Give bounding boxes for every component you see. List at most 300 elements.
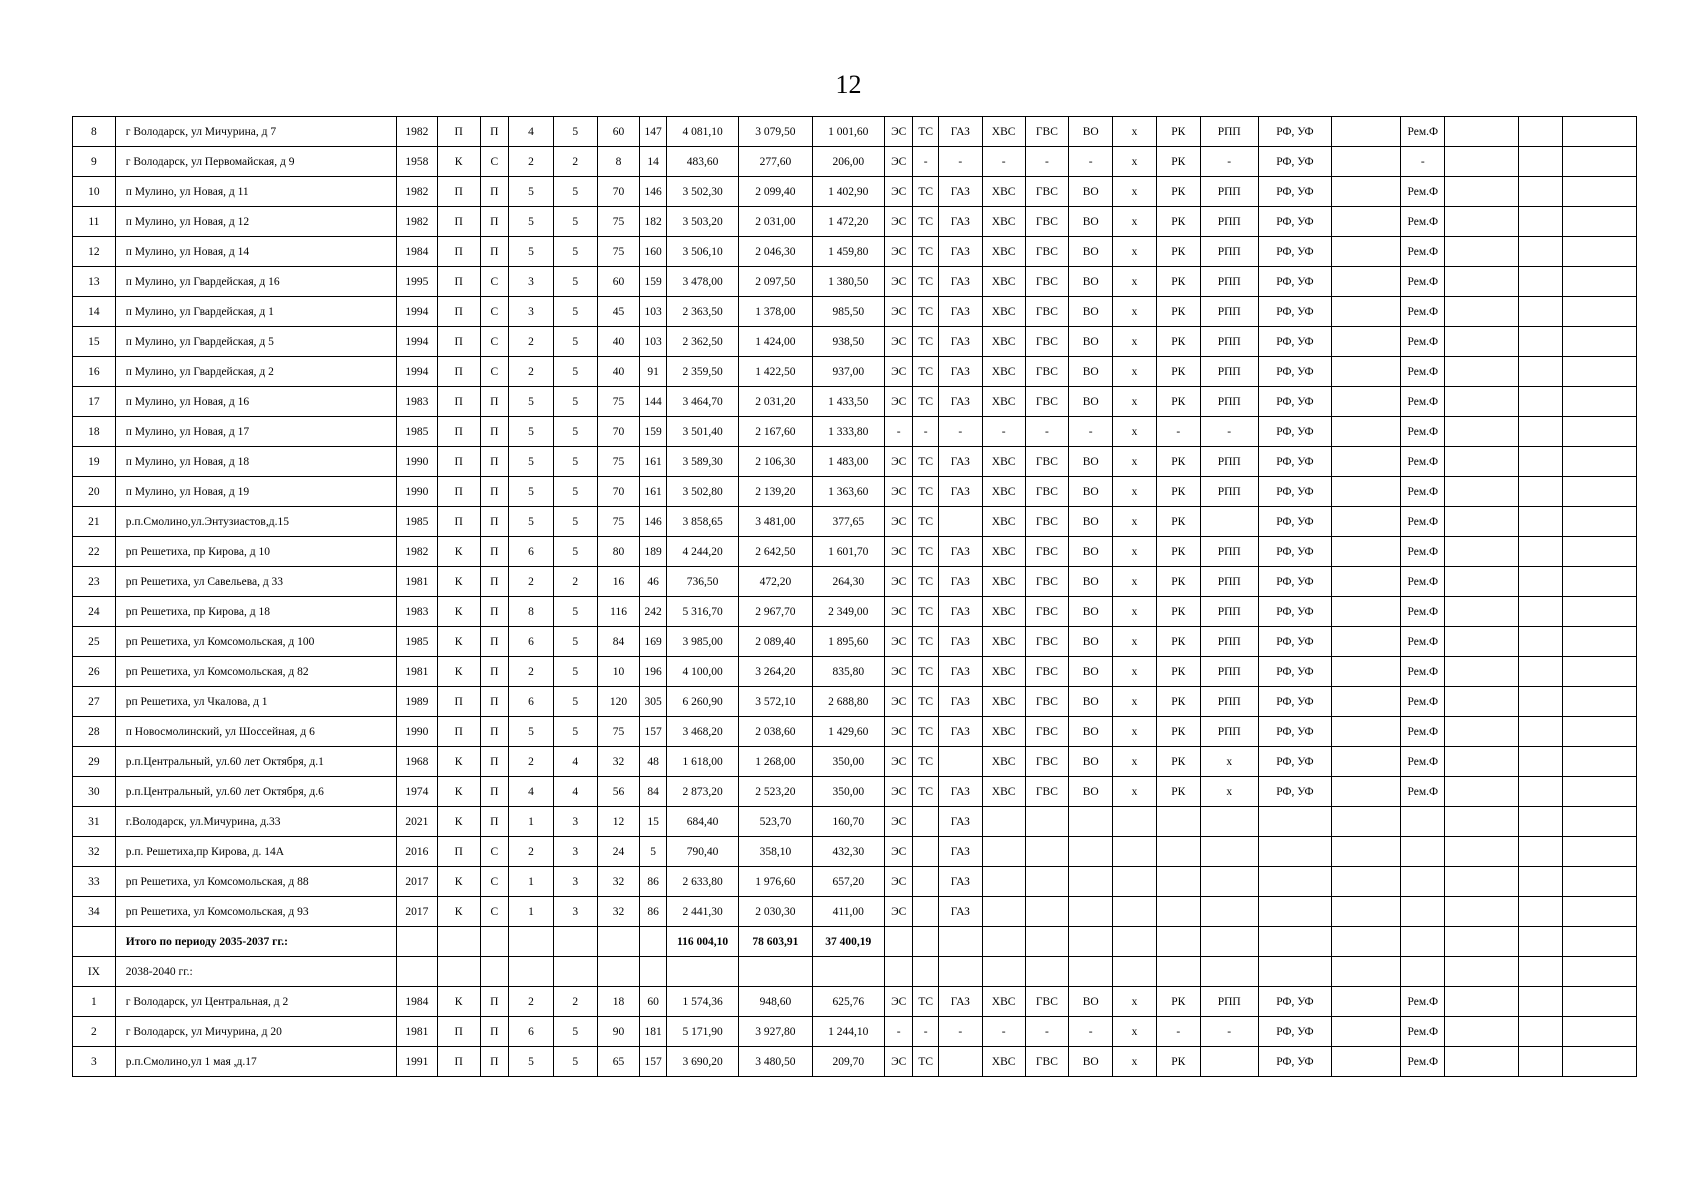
table-cell: 91 bbox=[640, 357, 666, 387]
table-cell: 1 976,60 bbox=[739, 867, 812, 897]
table-cell: ГВС bbox=[1025, 477, 1069, 507]
table-cell bbox=[1445, 897, 1518, 927]
address-cell: рп Решетиха, ул Чкалова, д 1 bbox=[115, 687, 396, 717]
table-cell: ГВС bbox=[1025, 387, 1069, 417]
table-cell bbox=[1518, 237, 1563, 267]
table-cell: ГАЗ bbox=[938, 207, 982, 237]
table-cell: П bbox=[437, 717, 480, 747]
table-cell bbox=[1445, 687, 1518, 717]
table-cell: ЭС bbox=[884, 837, 913, 867]
table-cell: ВО bbox=[1069, 627, 1113, 657]
table-cell: К bbox=[437, 807, 480, 837]
table-cell bbox=[1200, 837, 1258, 867]
table-cell bbox=[1156, 807, 1200, 837]
table-cell: РФ, УФ bbox=[1258, 117, 1331, 147]
table-cell: 5 bbox=[509, 387, 554, 417]
table-cell bbox=[1156, 867, 1200, 897]
table-cell: ХВС bbox=[982, 507, 1025, 537]
table-cell: РК bbox=[1156, 747, 1200, 777]
table-row bbox=[73, 237, 1637, 267]
table-cell: 2 089,40 bbox=[739, 627, 812, 657]
table-cell: К bbox=[437, 147, 480, 177]
table-cell: Рем.Ф bbox=[1401, 1047, 1445, 1077]
table-cell: ВО bbox=[1069, 567, 1113, 597]
table-cell: 2 bbox=[509, 567, 554, 597]
table-cell bbox=[938, 507, 982, 537]
table-cell: 3 502,80 bbox=[666, 477, 738, 507]
table-cell: 3 690,20 bbox=[666, 1047, 738, 1077]
table-cell: 2 038,60 bbox=[739, 717, 812, 747]
table-cell: 5 316,70 bbox=[666, 597, 738, 627]
table-row bbox=[73, 567, 1637, 597]
table-cell bbox=[1258, 957, 1331, 987]
table-cell: ВО bbox=[1069, 477, 1113, 507]
table-cell bbox=[1332, 987, 1401, 1017]
table-cell: РК bbox=[1156, 777, 1200, 807]
table-cell: х bbox=[1113, 1017, 1157, 1047]
table-cell bbox=[1518, 177, 1563, 207]
table-cell bbox=[1518, 387, 1563, 417]
address-cell: рп Решетиха, ул Комсомольская, д 93 bbox=[115, 897, 396, 927]
table-cell: 3 985,00 bbox=[666, 627, 738, 657]
table-cell: 1 363,60 bbox=[812, 477, 884, 507]
table-cell: Рем.Ф bbox=[1401, 597, 1445, 627]
table-cell bbox=[1563, 627, 1637, 657]
table-cell bbox=[1025, 957, 1069, 987]
table-cell: 1994 bbox=[396, 327, 437, 357]
table-cell: РФ, УФ bbox=[1258, 597, 1331, 627]
table-cell bbox=[1518, 1047, 1563, 1077]
table-cell: ГАЗ bbox=[938, 627, 982, 657]
table-cell: х bbox=[1113, 237, 1157, 267]
table-cell bbox=[437, 957, 480, 987]
table-cell: ВО bbox=[1069, 747, 1113, 777]
address-cell: п Мулино, ул Гвардейская, д 1 bbox=[115, 297, 396, 327]
table-cell: ГВС bbox=[1025, 327, 1069, 357]
table-cell: х bbox=[1113, 507, 1157, 537]
table-cell: 2 523,20 bbox=[739, 777, 812, 807]
table-cell: 2 bbox=[509, 357, 554, 387]
table-cell: 1968 bbox=[396, 747, 437, 777]
table-cell bbox=[982, 957, 1025, 987]
table-cell: РФ, УФ bbox=[1258, 417, 1331, 447]
table-cell bbox=[1563, 927, 1637, 957]
table-cell: ТС bbox=[913, 267, 938, 297]
table-cell bbox=[1069, 927, 1113, 957]
table-cell bbox=[1445, 327, 1518, 357]
table-cell bbox=[509, 957, 554, 987]
table-cell bbox=[1332, 177, 1401, 207]
address-cell: г Володарск, ул Мичурина, д 20 bbox=[115, 1017, 396, 1047]
table-cell: х bbox=[1113, 987, 1157, 1017]
table-cell: ХВС bbox=[982, 207, 1025, 237]
table-cell: 3 bbox=[553, 837, 597, 867]
table-row bbox=[73, 777, 1637, 807]
table-cell: РФ, УФ bbox=[1258, 717, 1331, 747]
table-cell: 2 bbox=[553, 987, 597, 1017]
table-cell: 3 478,00 bbox=[666, 267, 738, 297]
table-cell: - bbox=[1200, 417, 1258, 447]
address-cell: рп Решетиха, ул Комсомольская, д 100 bbox=[115, 627, 396, 657]
table-cell: 1 bbox=[509, 867, 554, 897]
table-cell bbox=[1332, 777, 1401, 807]
table-cell: 157 bbox=[640, 717, 666, 747]
table-cell: ТС bbox=[913, 237, 938, 267]
table-cell: - bbox=[1200, 1017, 1258, 1047]
table-cell: ХВС bbox=[982, 597, 1025, 627]
table-cell: ГВС bbox=[1025, 537, 1069, 567]
table-cell bbox=[1258, 897, 1331, 927]
table-cell bbox=[1332, 387, 1401, 417]
table-cell: 790,40 bbox=[666, 837, 738, 867]
table-cell: х bbox=[1113, 267, 1157, 297]
table-cell: 3 bbox=[553, 807, 597, 837]
table-cell: 5 bbox=[553, 477, 597, 507]
table-cell: РФ, УФ bbox=[1258, 207, 1331, 237]
table-cell: П bbox=[480, 807, 509, 837]
table-cell: 75 bbox=[597, 447, 640, 477]
table-row bbox=[73, 597, 1637, 627]
table-cell: ГВС bbox=[1025, 747, 1069, 777]
table-cell: 32 bbox=[597, 867, 640, 897]
table-cell: х bbox=[1113, 297, 1157, 327]
table-cell: ГВС bbox=[1025, 627, 1069, 657]
table-cell: х bbox=[1113, 177, 1157, 207]
table-cell: РПП bbox=[1200, 537, 1258, 567]
address-cell: п Мулино, ул Новая, д 16 bbox=[115, 387, 396, 417]
table-cell: П bbox=[437, 297, 480, 327]
table-cell: 1983 bbox=[396, 387, 437, 417]
table-cell: 835,80 bbox=[812, 657, 884, 687]
table-cell: РФ, УФ bbox=[1258, 657, 1331, 687]
table-cell: 5 bbox=[553, 237, 597, 267]
table-cell: 938,50 bbox=[812, 327, 884, 357]
table-cell: - bbox=[884, 417, 913, 447]
table-cell: ГВС bbox=[1025, 237, 1069, 267]
table-cell: 1983 bbox=[396, 597, 437, 627]
table-cell bbox=[1401, 837, 1445, 867]
table-cell: РПП bbox=[1200, 237, 1258, 267]
table-cell: РФ, УФ bbox=[1258, 447, 1331, 477]
table-cell: С bbox=[480, 147, 509, 177]
table-cell: Рем.Ф bbox=[1401, 327, 1445, 357]
table-cell: С bbox=[480, 867, 509, 897]
table-cell: 3 589,30 bbox=[666, 447, 738, 477]
address-cell: п Мулино, ул Новая, д 12 bbox=[115, 207, 396, 237]
table-cell: - bbox=[938, 1017, 982, 1047]
table-cell: ЭС bbox=[884, 237, 913, 267]
table-cell bbox=[982, 837, 1025, 867]
table-cell bbox=[1563, 147, 1637, 177]
table-cell bbox=[1069, 957, 1113, 987]
table-cell: ЭС bbox=[884, 687, 913, 717]
table-cell: 78 603,91 bbox=[739, 927, 812, 957]
table-cell bbox=[1518, 507, 1563, 537]
table-cell: 60 bbox=[597, 267, 640, 297]
table-cell: Рем.Ф bbox=[1401, 177, 1445, 207]
table-row bbox=[73, 417, 1637, 447]
table-cell: 157 bbox=[640, 1047, 666, 1077]
table-cell bbox=[913, 927, 938, 957]
table-cell bbox=[1332, 567, 1401, 597]
table-cell bbox=[1332, 117, 1401, 147]
table-cell: 2 046,30 bbox=[739, 237, 812, 267]
table-cell bbox=[1563, 567, 1637, 597]
table-cell: 5 bbox=[553, 597, 597, 627]
table-row bbox=[73, 477, 1637, 507]
table-cell: П bbox=[480, 1047, 509, 1077]
table-cell: ТС bbox=[913, 447, 938, 477]
table-cell bbox=[1332, 327, 1401, 357]
table-cell bbox=[73, 927, 116, 957]
table-cell: ХВС bbox=[982, 477, 1025, 507]
table-cell: П bbox=[437, 117, 480, 147]
table-cell: 144 bbox=[640, 387, 666, 417]
table-cell: - bbox=[913, 417, 938, 447]
table-cell: 75 bbox=[597, 717, 640, 747]
table-cell: П bbox=[480, 417, 509, 447]
table-cell: ХВС bbox=[982, 357, 1025, 387]
table-cell: х bbox=[1113, 477, 1157, 507]
table-cell: 1 001,60 bbox=[812, 117, 884, 147]
table-cell bbox=[1332, 297, 1401, 327]
table-cell: - bbox=[1025, 1017, 1069, 1047]
table-cell bbox=[1332, 747, 1401, 777]
table-cell: П bbox=[437, 267, 480, 297]
table-row bbox=[73, 807, 1637, 837]
table-cell: ГАЗ bbox=[938, 597, 982, 627]
table-cell: х bbox=[1200, 747, 1258, 777]
table-cell: С bbox=[480, 897, 509, 927]
table-cell: 30 bbox=[73, 777, 116, 807]
table-cell: - bbox=[1025, 417, 1069, 447]
table-cell bbox=[1563, 717, 1637, 747]
table-cell bbox=[1332, 807, 1401, 837]
table-cell: Рем.Ф bbox=[1401, 387, 1445, 417]
table-cell bbox=[1563, 357, 1637, 387]
table-cell: ТС bbox=[913, 327, 938, 357]
table-cell: 46 bbox=[640, 567, 666, 597]
table-cell: РК bbox=[1156, 627, 1200, 657]
table-cell: 2 bbox=[509, 657, 554, 687]
table-cell: РК bbox=[1156, 687, 1200, 717]
table-cell: 5 bbox=[553, 267, 597, 297]
table-cell: П bbox=[480, 627, 509, 657]
table-cell: 1 424,00 bbox=[739, 327, 812, 357]
table-cell bbox=[1332, 717, 1401, 747]
table-cell: К bbox=[437, 897, 480, 927]
table-cell: 9 bbox=[73, 147, 116, 177]
table-cell: 684,40 bbox=[666, 807, 738, 837]
table-cell: К bbox=[437, 627, 480, 657]
table-cell: Рем.Ф bbox=[1401, 507, 1445, 537]
table-cell: 5 bbox=[553, 717, 597, 747]
address-cell: п Мулино, ул Гвардейская, д 16 bbox=[115, 267, 396, 297]
table-cell: ХВС bbox=[982, 537, 1025, 567]
table-cell: 24 bbox=[73, 597, 116, 627]
address-cell: р.п. Решетиха,пр Кирова, д. 14А bbox=[115, 837, 396, 867]
table-cell: ХВС bbox=[982, 267, 1025, 297]
table-cell: Рем.Ф bbox=[1401, 117, 1445, 147]
table-cell: ВО bbox=[1069, 597, 1113, 627]
table-cell: ЭС bbox=[884, 897, 913, 927]
table-cell: 3 464,70 bbox=[666, 387, 738, 417]
table-cell bbox=[1156, 957, 1200, 987]
table-cell: К bbox=[437, 537, 480, 567]
table-cell: 1994 bbox=[396, 297, 437, 327]
table-cell: 26 bbox=[73, 657, 116, 687]
table-cell bbox=[1332, 147, 1401, 177]
table-cell: 90 bbox=[597, 1017, 640, 1047]
table-cell: 31 bbox=[73, 807, 116, 837]
table-row bbox=[73, 717, 1637, 747]
table-cell bbox=[1563, 987, 1637, 1017]
table-cell: ТС bbox=[913, 747, 938, 777]
table-cell: ГАЗ bbox=[938, 297, 982, 327]
table-cell: ТС bbox=[913, 597, 938, 627]
table-cell: РФ, УФ bbox=[1258, 387, 1331, 417]
table-cell bbox=[1445, 237, 1518, 267]
table-cell bbox=[884, 957, 913, 987]
table-cell: ВО bbox=[1069, 297, 1113, 327]
address-cell: рп Решетиха, пр Кирова, д 10 bbox=[115, 537, 396, 567]
table-cell: 1 472,20 bbox=[812, 207, 884, 237]
table-cell: ГВС bbox=[1025, 987, 1069, 1017]
table-cell bbox=[666, 957, 738, 987]
table-cell: 1981 bbox=[396, 657, 437, 687]
table-cell: РФ, УФ bbox=[1258, 1047, 1331, 1077]
table-cell: РК bbox=[1156, 207, 1200, 237]
table-cell bbox=[1200, 867, 1258, 897]
table-cell bbox=[884, 927, 913, 957]
table-cell: ЭС bbox=[884, 387, 913, 417]
table-cell bbox=[1401, 807, 1445, 837]
table-cell: РФ, УФ bbox=[1258, 567, 1331, 597]
table-cell: 37 400,19 bbox=[812, 927, 884, 957]
table-cell: РК bbox=[1156, 387, 1200, 417]
table-cell: 206,00 bbox=[812, 147, 884, 177]
table-cell bbox=[1563, 117, 1637, 147]
table-cell bbox=[1563, 387, 1637, 417]
table-cell: ХВС bbox=[982, 327, 1025, 357]
table-cell bbox=[1332, 957, 1401, 987]
table-cell bbox=[1332, 237, 1401, 267]
table-cell: 2 359,50 bbox=[666, 357, 738, 387]
table-cell: 70 bbox=[597, 477, 640, 507]
table-cell: П bbox=[437, 327, 480, 357]
table-cell: ТС bbox=[913, 777, 938, 807]
table-cell: 1 402,90 bbox=[812, 177, 884, 207]
table-cell: 2 bbox=[509, 987, 554, 1017]
table-cell: 23 bbox=[73, 567, 116, 597]
address-cell: рп Решетиха, пр Кирова, д 18 bbox=[115, 597, 396, 627]
table-cell: 5 bbox=[553, 657, 597, 687]
table-cell: х bbox=[1113, 207, 1157, 237]
table-cell: П bbox=[437, 417, 480, 447]
table-cell: ЭС bbox=[884, 867, 913, 897]
table-cell: 16 bbox=[73, 357, 116, 387]
table-cell: 1982 bbox=[396, 207, 437, 237]
table-cell: 75 bbox=[597, 237, 640, 267]
table-cell: 2 873,20 bbox=[666, 777, 738, 807]
table-cell bbox=[1518, 717, 1563, 747]
table-cell: РФ, УФ bbox=[1258, 477, 1331, 507]
table-cell: 1990 bbox=[396, 447, 437, 477]
table-cell: К bbox=[437, 867, 480, 897]
table-cell: - bbox=[1069, 147, 1113, 177]
table-cell: 1981 bbox=[396, 1017, 437, 1047]
table-cell: 2016 bbox=[396, 837, 437, 867]
table-cell: 18 bbox=[73, 417, 116, 447]
table-cell bbox=[1518, 927, 1563, 957]
table-cell bbox=[1563, 447, 1637, 477]
table-cell: П bbox=[437, 1047, 480, 1077]
table-cell: П bbox=[437, 1017, 480, 1047]
table-cell: П bbox=[437, 507, 480, 537]
table-cell bbox=[982, 867, 1025, 897]
table-cell: 34 bbox=[73, 897, 116, 927]
table-cell: 2 bbox=[73, 1017, 116, 1047]
table-cell bbox=[1332, 837, 1401, 867]
table-row bbox=[73, 327, 1637, 357]
table-cell bbox=[913, 867, 938, 897]
table-cell: ГАЗ bbox=[938, 447, 982, 477]
table-cell bbox=[938, 1047, 982, 1077]
address-cell: п Мулино, ул Новая, д 17 bbox=[115, 417, 396, 447]
table-cell bbox=[1258, 927, 1331, 957]
table-cell: 32 bbox=[597, 897, 640, 927]
table-cell bbox=[1563, 837, 1637, 867]
table-cell: 2 099,40 bbox=[739, 177, 812, 207]
table-cell: ГАЗ bbox=[938, 687, 982, 717]
table-cell: 1 244,10 bbox=[812, 1017, 884, 1047]
table-cell bbox=[1113, 897, 1157, 927]
address-cell: рп Решетиха, ул Савельева, д 33 bbox=[115, 567, 396, 597]
table-cell: 1 895,60 bbox=[812, 627, 884, 657]
table-cell: П bbox=[480, 597, 509, 627]
table-cell: 3 bbox=[509, 297, 554, 327]
table-cell: ХВС bbox=[982, 237, 1025, 267]
table-cell bbox=[1518, 537, 1563, 567]
table-cell: 1 bbox=[509, 807, 554, 837]
table-cell: 1 bbox=[509, 897, 554, 927]
table-cell: РПП bbox=[1200, 717, 1258, 747]
table-cell bbox=[1518, 867, 1563, 897]
table-row bbox=[73, 987, 1637, 1017]
table-cell: - bbox=[1401, 147, 1445, 177]
table-cell bbox=[1518, 987, 1563, 1017]
table-cell: П bbox=[480, 987, 509, 1017]
table-cell: Рем.Ф bbox=[1401, 987, 1445, 1017]
table-cell: ВО bbox=[1069, 777, 1113, 807]
table-cell: 1982 bbox=[396, 177, 437, 207]
table-cell: 21 bbox=[73, 507, 116, 537]
table-cell: К bbox=[437, 567, 480, 597]
table-cell bbox=[1518, 267, 1563, 297]
table-cell: ГВС bbox=[1025, 687, 1069, 717]
table-cell bbox=[1445, 147, 1518, 177]
table-cell: 5 bbox=[509, 237, 554, 267]
table-cell: ГВС bbox=[1025, 717, 1069, 747]
table-cell: ГВС bbox=[1025, 657, 1069, 687]
table-cell: ГВС bbox=[1025, 567, 1069, 597]
table-cell: РК bbox=[1156, 327, 1200, 357]
table-cell: 2017 bbox=[396, 867, 437, 897]
table-cell: 29 bbox=[73, 747, 116, 777]
table-cell: х bbox=[1113, 597, 1157, 627]
table-cell bbox=[1332, 267, 1401, 297]
table-cell: - bbox=[913, 1017, 938, 1047]
